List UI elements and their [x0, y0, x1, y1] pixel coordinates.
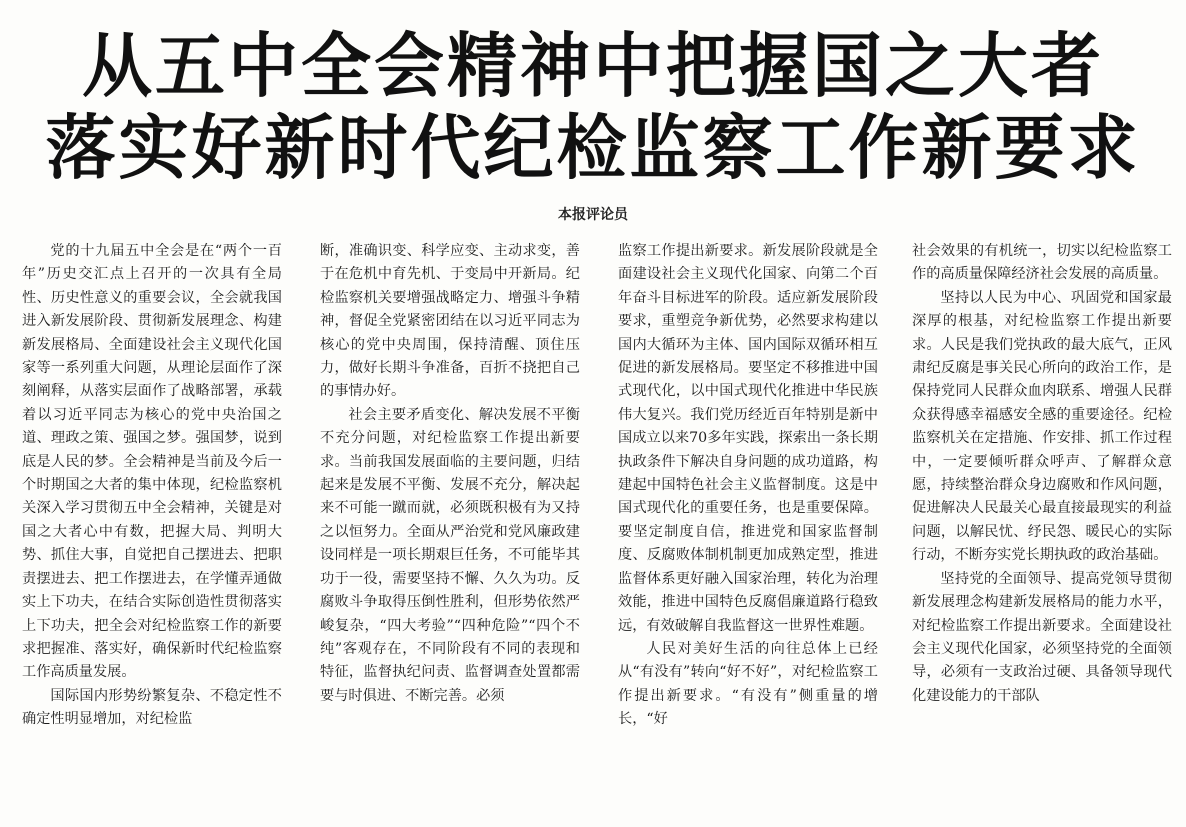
headline-line-2: 落实好新时代纪检监察工作新要求: [45, 107, 1141, 189]
article-column-2: [320, 240, 580, 827]
paragraph: 党的十九届五中全会是在“两个一百年”历史交汇点上召开的一次具有全局性、历史性意义的重要会议，全会就我国进入新发展阶段、贯彻新发展理念、构建新发展格局、全面建设社会主义现代化国家等一系列重大问题，从理论层面作了深刻阐释，从落实层面作了战略部署，承载着以习近平同志为核心的党中央治国之道、理政之策、强国之梦。强国梦，说到底是人民的梦。全会精神是当前及今后一个时期国之大者的集中体现，纪检监察机关深入学习贯彻五中全会精神，关键是对国之大者心中有数，把握大局、判明大势、抓住大事，自觉把自己摆进去、把职责摆进去、把工作摆进去，在学懂弄通做实上下功夫，在结合实际创造性贯彻落实上下功夫，把全会对纪检监察工作的新要求把握准、落实好，确保新时代纪检监察工作高质量发展。: [22, 243, 282, 681]
headline-line-1: 从五中全会精神中把握国之大者: [82, 25, 1104, 107]
paragraph: 坚持党的全面领导、提高党领导贯彻新发展理念构建新发展格局的能力水平，对纪检监察工作提出新要求。全面建设社会主义现代化国家，必须坚持党的全面领导，必须有一支政治过硬、具备领导现代化建设能力的干部队: [912, 570, 1172, 704]
article-column-4: [912, 240, 1172, 827]
paragraph: 监察工作提出新要求。新发展阶段就是全面建设社会主义现代化国家、向第二个百年奋斗目标进军的阶段。适应新发展阶段要求，重塑竞争新优势，必然要求构建以国内大循环为主体、国内国际双循环相互促进的新发展格局。要坚定不移推进中国式现代化，以中国式现代化推进中华民族伟大复兴。我们党历经近百年特别是新中国成立以来70多年实践，探索出一条长期执政条件下解决自身问题的成功道路，构建起中国特色社会主义监督制度。这是中国式现代化的重要任务，也是重要保障。要坚定制度自信，推进党和国家监督制度、反腐败体制机制更加成熟定型，推进监督体系更好融入国家治理，转化为治理效能，推进中国特色反腐倡廉道路行稳致远，有效破解自我监督这一世界性难题。: [618, 243, 878, 634]
article-column-1: [22, 240, 282, 827]
paragraph: 国际国内形势纷繁复杂、不稳定性不确定性明显增加，对纪检监: [22, 687, 282, 728]
paragraph: 人民对美好生活的向往总体上已经从“有没有”转向“好不好”，对纪检监察工作提出新要求。“有没有”侧重量的增长，“好: [618, 640, 878, 728]
paragraph: 社会效果的有机统一，切实以纪检监察工作的高质量保障经济社会发展的高质量。: [912, 243, 1172, 283]
paragraph: 坚持以人民为中心、巩固党和国家最深厚的根基，对纪检监察工作提出新要求。人民是我们党执政的最大底气，正风肃纪反腐是事关民心所向的政治工作，是保持党同人民群众血肉联系、增强人民群众获得感幸福感安全感的重要途径。纪检监察机关在定措施、作安排、抓工作过程中，一定要倾听群众呼声、了解群众意愿，持续整治群众身边腐败和作风问题，促进解决人民最关心最直接最现实的利益问题，以解民忧、纾民怨、暖民心的实际行动，不断夯实党长期执政的政治基础。: [912, 289, 1172, 564]
paragraph: 断，准确识变、科学应变、主动求变，善于在危机中育先机、于变局中开新局。纪检监察机关要增强战略定力、增强斗争精神，督促全党紧密团结在以习近平同志为核心的党中央周围，保持清醒、顶住压力，做好长期斗争准备，百折不挠把自己的事情办好。: [320, 243, 580, 400]
paragraph: 社会主要矛盾变化、解决发展不平衡不充分问题，对纪检监察工作提出新要求。当前我国发展面临的主要问题，归结起来是发展不平衡、发展不充分，解决起来不可能一蹴而就，必须既积极有为又持之以恒努力。全面从严治党和党风廉政建设同样是一项长期艰巨任务，不可能毕其功于一役，需要坚持不懈、久久为功。反腐败斗争取得压倒性胜利，但形势依然严峻复杂，“四大考验”“四种危险”“四个不纯”客观存在，不同阶段有不同的表现和特征，监督执纪问责、监督调查处置都需要与时俱进、不断完善。必须: [320, 406, 580, 704]
article-column-3: [618, 240, 878, 827]
byline: 本报评论员: [558, 207, 628, 223]
